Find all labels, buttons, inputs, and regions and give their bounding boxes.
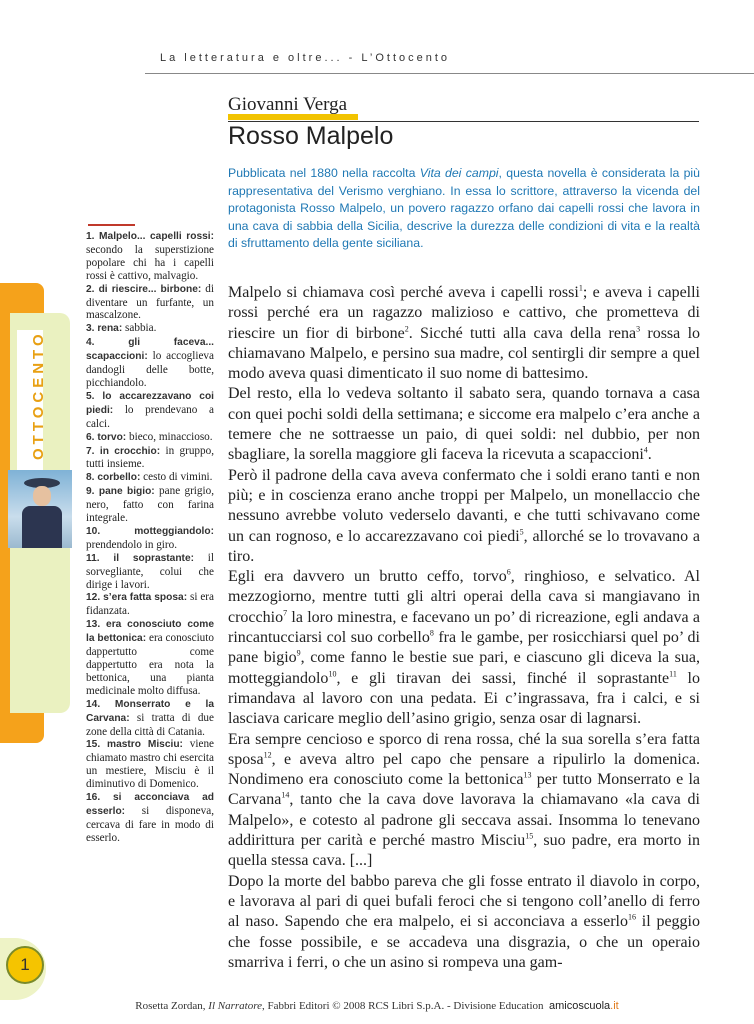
note-item — [86, 322, 214, 336]
note-item — [86, 445, 214, 472]
paragraph-3 — [228, 466, 700, 567]
header-rule — [145, 73, 754, 74]
note-text: il sorvegliante, colui che dirige i lavori. — [86, 551, 215, 591]
text-run: Del resto, ella lo vedeva soltanto il sabato sera, quando tornava a casa con quei pochi soldi della settimana; e siccome era malpelo c’era anche a temere che ne sottraesse un paio, di quei soldi: nel dubbio, per non sbagliare, la sorella maggiore gli faceva la ricevuta a scapaccioni — [228, 385, 700, 464]
note-key: 16. si acconciava ad esserlo: — [86, 792, 214, 817]
text-run: Malpelo si chiamava così perché aveva i capelli rossi — [228, 284, 579, 301]
note-key: 12. s’era fatta sposa: — [86, 592, 188, 604]
note-key: 8. corbello: — [86, 472, 141, 484]
note-item — [86, 431, 214, 445]
note-key: 11. il soprastante: — [86, 552, 195, 564]
note-item — [86, 230, 214, 283]
intro-collection-title: Vita dei campi — [419, 166, 499, 180]
footnote-ref[interactable]: 8 — [429, 628, 434, 638]
note-text: bieco, minaccioso. — [126, 430, 213, 443]
footnote-ref[interactable]: 11 — [669, 669, 677, 679]
note-text: era conosciuto dappertutto come dappertutto era nota la bettonica, una pianta medicinale molto diffusa. — [86, 632, 214, 697]
note-key: 3. rena: — [86, 323, 123, 335]
text-run: , allorché se lo trovavano a tiro. — [228, 527, 701, 565]
text-run: , come fanno le bestie sue pari, e ciascuno gli diceva la sua, motteggiandolo — [228, 649, 701, 687]
note-text: in gruppo, tutti insieme. — [86, 444, 214, 471]
page-number: 1 — [6, 946, 44, 984]
footnote-ref[interactable]: 10 — [328, 669, 337, 679]
footnote-ref[interactable]: 7 — [283, 608, 288, 618]
publisher-logo[interactable] — [549, 1000, 619, 1012]
footnote-ref[interactable]: 4 — [643, 446, 648, 456]
footnote-ref[interactable]: 6 — [506, 567, 511, 577]
logo-main: amicoscuola — [549, 1000, 611, 1012]
notes-column — [86, 230, 214, 845]
portrait-body — [22, 506, 62, 548]
note-item — [86, 525, 214, 552]
text-run: , e aveva altro pel capo che pensare a ripulirlo la domenica. Nondimeno era conosciuto come la bettonica — [228, 750, 700, 789]
text-run: ; e aveva i capelli rossi perché era un ragazzo malizioso e cattivo, che prometteva di riescire un fior di birbone — [228, 284, 700, 342]
text-run: il peggio che fosse possibile, e se accadeva una disgrazia, o che un operaio smarriva i ferri, o che un asino si rompeva una gam- — [228, 913, 701, 971]
note-text: pane grigio, nero, fatto con farina integrale. — [86, 485, 214, 525]
footnote-ref[interactable]: 2 — [404, 324, 409, 334]
text-run: . — [647, 446, 652, 464]
footnote-ref[interactable]: 13 — [523, 770, 532, 780]
footnote-ref[interactable]: 3 — [636, 324, 641, 334]
note-key: 6. torvo: — [86, 431, 127, 443]
notes-rule — [88, 224, 135, 226]
text-run: Era sempre cencioso e sporco di rena rossa, ché la sua sorella s’era fatta sposa — [228, 730, 700, 768]
note-text: si era fidanzata. — [86, 591, 214, 618]
footer-work-title: Il Narratore — [208, 1000, 262, 1012]
footer-publisher: , Fabbri Editori © 2008 RCS Libri S.p.A. - Divisione Education — [261, 1000, 544, 1012]
note-text: si disponeva, cercava di fare in modo di esserlo. — [86, 804, 214, 844]
intro-paragraph — [228, 165, 700, 253]
note-text: si tratta di due zone della città di Catania. — [86, 711, 214, 738]
note-item — [86, 738, 214, 791]
text-run: rossa lo chiamavano Malpelo, e persino sua madre, col sentirgli dir sempre a quel modo aveva quasi dimenticato il suo nome di battesimo. — [228, 324, 701, 383]
note-item — [86, 390, 214, 431]
text-run: per tutto Monserrato e la Carvana — [228, 771, 701, 809]
note-key: 2. di riescire... birbone: — [86, 283, 202, 295]
footnote-ref[interactable]: 12 — [263, 750, 272, 760]
text-run: lo rimandava al lavoro con una pedata. Ei c’ingrassava, fra i calci, e si lasciava caricare meglio dell’asino grigio, senza osar di lagnarsi. — [228, 669, 700, 728]
footnote-ref[interactable]: 15 — [525, 831, 534, 841]
note-key: 13. era conosciuto come la bettonica: — [86, 619, 214, 645]
note-item — [86, 283, 214, 323]
note-text: lo prendevano a calci. — [86, 403, 214, 430]
note-key: 14. Monserrato e la Carvana: — [86, 698, 214, 724]
portrait-face — [33, 486, 51, 506]
footnote-ref[interactable]: 14 — [281, 791, 290, 801]
text-run: fra le gambe, per rosicchiarsi quel po’ di pane bigio — [228, 629, 701, 667]
text-run: , suo padre, era morto in quella stessa cava. [...] — [228, 832, 700, 870]
note-key: 7. in crocchio: — [86, 445, 161, 457]
footnote-ref[interactable]: 16 — [627, 912, 636, 922]
text-run: , tanto che la cava dove lavorava la chiamavano «la cava di Malpelo», e cotesto al padrone gli seccava assai. Insomma lo tenevano addirittura per carità e perché mastro Misciu — [228, 791, 700, 850]
note-item — [86, 591, 214, 618]
note-text: secondo la superstizione popolare chi ha i capelli rossi è cattivo, malvagio. — [86, 243, 214, 282]
text-run: Egli era davvero un brutto ceffo, torvo — [228, 568, 507, 586]
note-key: 4. gli faceva... scapaccioni: — [86, 337, 214, 363]
text-run: la loro minestra, e facevano un po’ di ricreazione, egli andava a rincantucciarsi col suo corbello — [228, 608, 700, 647]
note-item — [86, 471, 214, 485]
text-run: , e gli tiravan dei sassi, finché il soprastante — [336, 669, 670, 687]
footnote-ref[interactable]: 5 — [519, 527, 524, 537]
footer-credit — [0, 1000, 754, 1012]
author-name: Giovanni Verga — [228, 94, 348, 115]
note-key: 10. motteggiandolo: — [86, 525, 214, 537]
footer-author: Rosetta Zordan, — [135, 1000, 209, 1012]
paragraph-1 — [228, 283, 700, 384]
paragraph-5 — [228, 730, 700, 872]
text-run: Dopo la morte del babbo pareva che gli fosse entrato il diavolo in corpo, e lavorava al pari di quei bufali feroci che si tengono coll’anello di ferro al naso. Sapendo che era malpelo, ei si acconciava a esserlo — [228, 872, 700, 931]
story-title: Rosso Malpelo — [228, 122, 394, 150]
note-key: 1. Malpelo... capelli rossi: — [86, 231, 214, 242]
note-item — [86, 485, 214, 525]
running-header: La letteratura e oltre... - L’Ottocento — [160, 52, 451, 64]
note-item — [86, 552, 214, 592]
paragraph-4 — [228, 567, 700, 729]
note-text: prendendolo in giro. — [86, 538, 178, 551]
note-item — [86, 698, 214, 739]
section-tab-label: OTTOCENTO — [30, 330, 47, 460]
paragraph-6 — [228, 872, 700, 973]
note-text: sabbia. — [122, 322, 157, 335]
text-run: . Sicché tutti alla cava della rena — [408, 324, 637, 342]
footnote-ref[interactable]: 9 — [296, 649, 301, 659]
note-key: 5. lo accarezzavano coi piedi: — [86, 390, 214, 416]
note-text: cesto di vimini. — [140, 471, 213, 484]
note-item — [86, 791, 214, 845]
portrait-image — [8, 470, 72, 548]
note-text: viene chiamato mastro chi esercita un mestiere, Misciu è il diminutivo di Domenico. — [86, 738, 215, 791]
text-run: Però il padrone della cava aveva confermato che i soldi erano tanti e non più; e in coscienza erano anche troppi per Malpelo, un monellaccio che nessuno avrebbe voluto vederselo davanti, e che tutti schivavano come un can rognoso, e lo accarezzavano coi piedi — [228, 466, 700, 545]
note-key: 15. mastro Misciu: — [86, 739, 183, 751]
note-item — [86, 618, 214, 697]
paragraph-2 — [228, 384, 700, 465]
note-key: 9. pane bigio: — [86, 486, 155, 498]
story-text — [228, 283, 700, 973]
note-text: lo accoglieva dandogli delle botte, picchiandolo. — [86, 350, 214, 389]
logo-suffix: .it — [610, 1000, 619, 1012]
intro-text-end: , questa novella è considerata la più rappresentativa del Verismo verghiano. In essa lo scrittore, attraverso la vicenda del protagonista Rosso Malpelo, un povero ragazzo orfano dai capelli rossi che lavora in una cava di sabbia della Sicilia, descrive la durezza delle condizioni di vita e la realtà di sfruttamento della gente siciliana. — [228, 166, 701, 250]
note-text: di diventare un furfante, un mascalzone. — [86, 282, 215, 322]
footnote-ref[interactable]: 1 — [578, 283, 583, 293]
text-run: , ringhioso, e selvatico. Al mezzogiorno, mentre tutti gli altri operai della cava si mangiavano in crocchio — [228, 568, 700, 626]
intro-text-start: Pubblicata nel 1880 nella raccolta — [228, 166, 420, 180]
note-item — [86, 336, 214, 390]
